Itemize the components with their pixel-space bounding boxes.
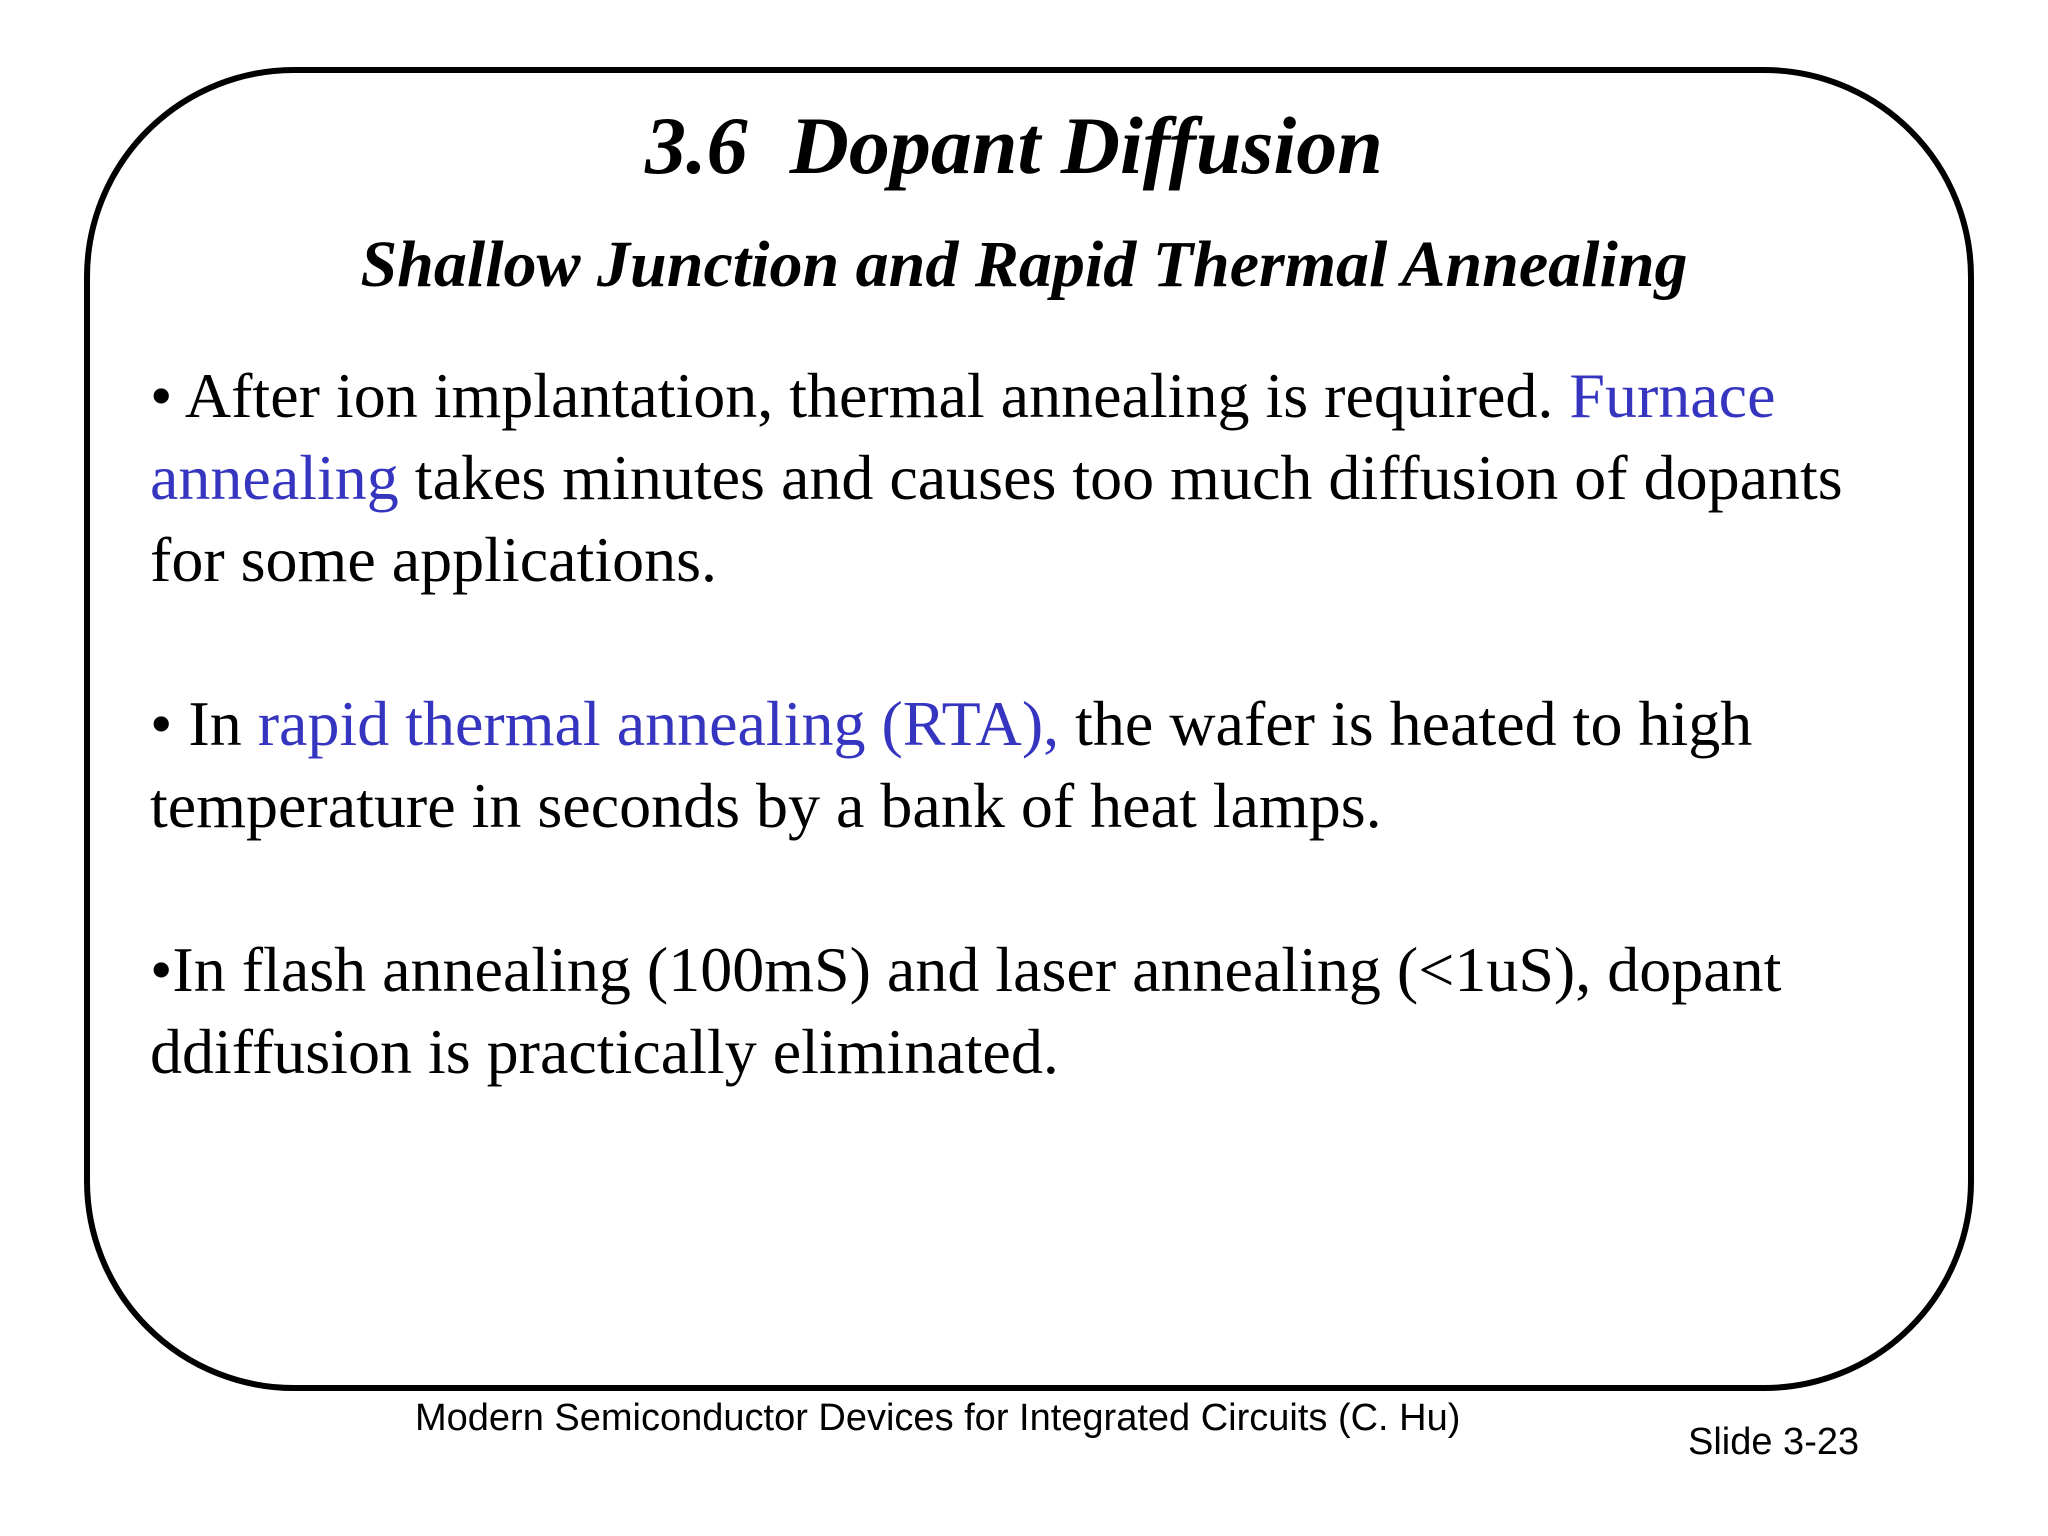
bullet-3-line-2-text: ddiffusion is practically eliminated. — [150, 1016, 1059, 1087]
footer-book-title: Modern Semiconductor Devices for Integrated Circuits (C. Hu) — [415, 1397, 1461, 1439]
bullet-1-line-2-text: takes minutes and causes too much diffusion of dopants — [398, 442, 1843, 513]
bullet-1-highlight-annealing: annealing — [150, 442, 399, 513]
bullet-2-line-1-pre: • In — [150, 688, 258, 759]
title-container — [0, 98, 2048, 194]
slide-body — [150, 355, 1980, 1175]
slide-subtitle: Shallow Junction and Rapid Thermal Annealing — [360, 228, 1688, 301]
bullet-1-highlight-furnace: Furnace — [1569, 360, 1776, 431]
section-number: 3.6 — [645, 100, 748, 191]
title-text: Dopant Diffusion — [789, 100, 1383, 191]
bullet-flash-laser-annealing — [150, 929, 1980, 1093]
bullet-3-line-1-text: •In flash annealing (100mS) and laser annealing (<1uS), dopant — [150, 934, 1782, 1005]
bullet-2-highlight-rta: rapid thermal annealing (RTA), — [257, 688, 1060, 759]
bullet-2-line-1-post: the wafer is heated to high — [1059, 688, 1753, 759]
bullet-furnace-annealing — [150, 355, 1980, 601]
bullet-2-line-2-text: temperature in seconds by a bank of heat lamps. — [150, 770, 1382, 841]
bullet-1-line-1-text: • After ion implantation, thermal annealing is required. — [150, 360, 1570, 431]
slide-title — [645, 98, 1383, 194]
bullet-1-line-3-text: for some applications. — [150, 524, 717, 595]
bullet-rapid-thermal-annealing — [150, 683, 1980, 847]
slide-number: Slide 3-23 — [1688, 1421, 1860, 1463]
